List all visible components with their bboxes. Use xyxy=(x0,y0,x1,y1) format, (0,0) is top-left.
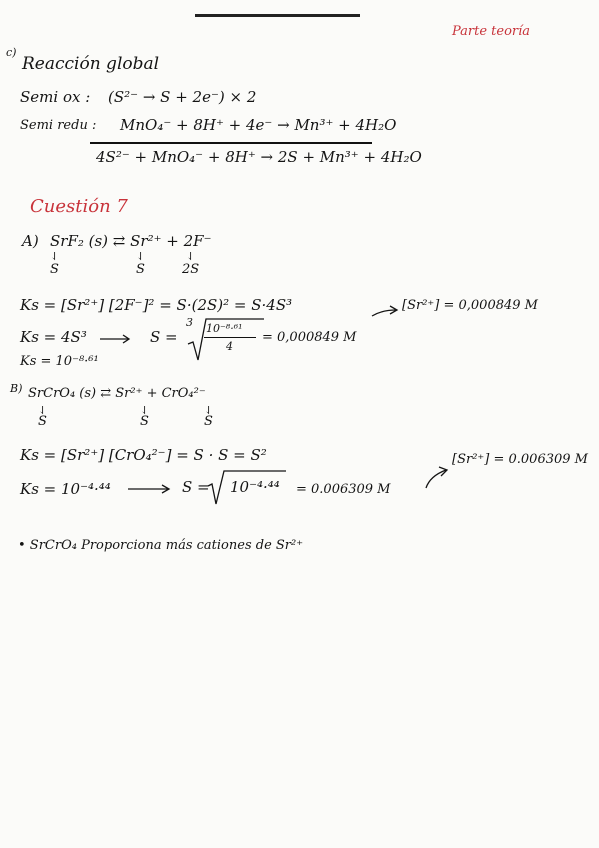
part-a-below-3: 2S xyxy=(182,262,200,277)
sum-line xyxy=(90,142,372,144)
part-a-result-arrow xyxy=(370,304,400,320)
conclusion: • SrCrO₄ Proporciona más cationes de Sr²⁺ xyxy=(18,538,304,553)
semi-ox-equation: (S²⁻ → S + 2e⁻) × 2 xyxy=(108,88,257,106)
part-b-result: [Sr²⁺] = 0.006309 M xyxy=(452,452,588,467)
part-a-arrow-2: ⇃ xyxy=(136,250,146,263)
part-a-below-1: S xyxy=(50,262,59,277)
part-a-reaction: SrF₂ (s) ⇄ Sr²⁺ + 2F⁻ xyxy=(50,232,212,250)
part-b-ks-line2: Ks = 10⁻⁴·⁴⁴ xyxy=(20,480,111,498)
section-c-title: Reacción global xyxy=(22,54,160,74)
part-a-arrow-1: ⇃ xyxy=(50,250,60,263)
part-a-root-numerator: 10⁻⁸·⁶¹ xyxy=(206,322,243,335)
part-b-implies-arrow xyxy=(126,484,176,494)
semi-red-equation: MnO₄⁻ + 8H⁺ + 4e⁻ → Mn³⁺ + 4H₂O xyxy=(120,116,397,134)
part-b-arrow-2: ⇃ xyxy=(140,404,150,417)
part-b-arrow-3: ⇃ xyxy=(204,404,214,417)
part-a-s-label: S = xyxy=(150,328,178,346)
header-note: Parte teoría xyxy=(452,24,531,39)
part-b-root-value: 10⁻⁴·⁴⁴ xyxy=(230,478,280,496)
part-a-arrow-3: ⇃ xyxy=(186,250,196,263)
part-a-result: [Sr²⁺] = 0,000849 M xyxy=(402,298,538,313)
top-edge-line xyxy=(195,14,360,17)
part-b-ks-line1: Ks = [Sr²⁺] [CrO₄²⁻] = S · S = S² xyxy=(20,446,267,464)
section-c-marker: c) xyxy=(6,46,17,59)
semi-red-label: Semi redu : xyxy=(20,118,97,133)
part-b-below-1: S xyxy=(38,414,47,429)
part-a-implies-arrow xyxy=(98,334,138,344)
part-a-marker: A) xyxy=(22,232,39,250)
part-b-result-arrow xyxy=(424,464,454,492)
part-b-root-result: = 0.006309 M xyxy=(296,482,391,497)
part-a-fraction-bar xyxy=(204,337,256,338)
part-b-below-3: S xyxy=(204,414,213,429)
global-equation: 4S²⁻ + MnO₄⁻ + 8H⁺ → 2S + Mn³⁺ + 4H₂O xyxy=(96,148,422,166)
part-a-ks-line3: Ks = 10⁻⁸·⁶¹ xyxy=(20,354,99,369)
part-b-marker: B) xyxy=(10,382,23,395)
part-b-arrow-1: ⇃ xyxy=(38,404,48,417)
part-b-s-label: S = xyxy=(182,478,210,496)
part-a-root-index: 3 xyxy=(186,316,193,329)
part-a-ks-line2: Ks = 4S³ xyxy=(20,328,87,346)
part-a-root-result: = 0,000849 M xyxy=(262,330,357,345)
part-a-ks-line1: Ks = [Sr²⁺] [2F⁻]² = S·(2S)² = S·4S³ xyxy=(20,296,293,314)
part-b-below-2: S xyxy=(140,414,149,429)
part-a-root-denominator: 4 xyxy=(226,340,233,353)
part-b-reaction: SrCrO₄ (s) ⇄ Sr²⁺ + CrO₄²⁻ xyxy=(28,386,206,401)
part-a-below-2: S xyxy=(136,262,145,277)
cuestion-title: Cuestión 7 xyxy=(30,196,128,217)
semi-ox-label: Semi ox : xyxy=(20,88,91,106)
